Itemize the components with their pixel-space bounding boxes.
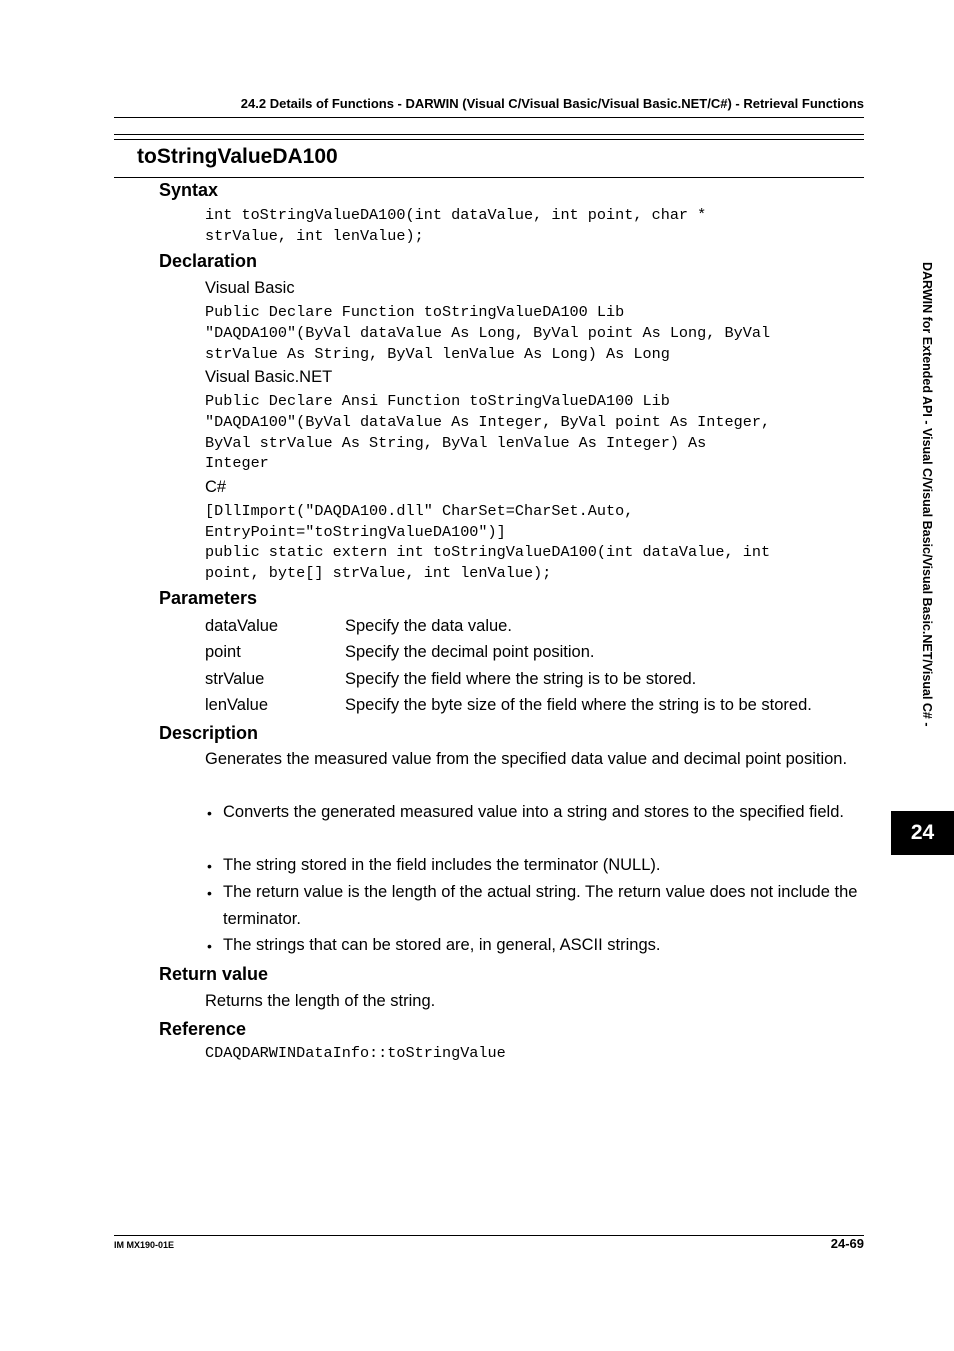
param-name-lenvalue: lenValue bbox=[205, 696, 268, 714]
vb-label: Visual Basic bbox=[205, 279, 295, 297]
vbnet-label: Visual Basic.NET bbox=[205, 368, 333, 386]
syntax-line-2: strValue, int lenValue); bbox=[205, 227, 424, 245]
param-desc-strvalue: Specify the field where the string is to be stored. bbox=[345, 670, 697, 688]
vbnet-line-3: ByVal strValue As String, ByVal lenValue As Integer) As bbox=[205, 434, 707, 452]
syntax-line-1: int toStringValueDA100(int dataValue, int point, char * bbox=[205, 206, 707, 224]
return-value-heading: Return value bbox=[159, 964, 269, 984]
page-number: 24-69 bbox=[830, 1236, 864, 1251]
param-name-datavalue: dataValue bbox=[205, 617, 279, 635]
parameters-heading: Parameters bbox=[159, 588, 258, 608]
cs-line-1: [DllImport("DAQDA100.dll" CharSet=CharSet.Auto, bbox=[205, 502, 634, 520]
vbnet-line-1: Public Declare Ansi Function toStringValueDA100 Lib bbox=[205, 392, 670, 410]
param-desc-point: Specify the decimal point position. bbox=[345, 643, 595, 661]
vb-line-3: strValue As String, ByVal lenValue As Long) As Long bbox=[205, 345, 670, 363]
vbnet-line-2: "DAQDA100"(ByVal dataValue As Integer, ByVal point As Integer, bbox=[205, 413, 771, 431]
return-value-text: Returns the length of the string. bbox=[205, 992, 436, 1010]
cs-line-3: public static extern int toStringValueDA100(int dataValue, int bbox=[205, 543, 771, 561]
header-rule bbox=[114, 117, 864, 118]
cs-line-4: point, byte[] strValue, int lenValue); bbox=[205, 564, 552, 582]
param-name-point: point bbox=[205, 643, 241, 661]
cs-line-2: EntryPoint="toStringValueDA100")] bbox=[205, 523, 506, 541]
bullet-3-text: The return value is the length of the actual string. The return value does not include the terminator. bbox=[223, 883, 858, 928]
bullet-4-mark: • bbox=[207, 938, 212, 954]
vb-line-2: "DAQDA100"(ByVal dataValue As Long, ByVal point As Long, ByVal bbox=[205, 324, 771, 342]
footer-rule bbox=[114, 1235, 864, 1236]
syntax-heading: Syntax bbox=[159, 180, 219, 200]
cs-label: C# bbox=[205, 478, 227, 496]
side-vertical-title: DARWIN for Extended API - Visual C/Visual Basic/Visual Basic.NET/Visual C# - bbox=[920, 262, 934, 727]
title-rule-top-2 bbox=[114, 139, 864, 140]
param-name-strvalue: strValue bbox=[205, 670, 265, 688]
bullet-1-text: Converts the generated measured value into a string and stores to the specified field. bbox=[223, 803, 844, 821]
vbnet-line-4: Integer bbox=[205, 454, 269, 472]
description-intro: Generates the measured value from the specified data value and decimal point position. bbox=[205, 750, 848, 768]
bullet-1-mark: • bbox=[207, 805, 212, 821]
doc-id: IM MX190-01E bbox=[114, 1240, 175, 1250]
bullet-3-mark: • bbox=[207, 885, 212, 901]
vb-line-1: Public Declare Function toStringValueDA100 Lib bbox=[205, 303, 625, 321]
running-header: 24.2 Details of Functions - DARWIN (Visual C/Visual Basic/Visual Basic.NET/C#) - Retrieval Functions bbox=[240, 96, 864, 111]
title-rule-bottom bbox=[114, 177, 864, 178]
bullet-4-text: The strings that can be stored are, in general, ASCII strings. bbox=[223, 936, 661, 954]
param-desc-lenvalue: Specify the byte size of the field where the string is to be stored. bbox=[345, 696, 812, 714]
bullet-2-text: The string stored in the field includes the terminator (NULL). bbox=[223, 856, 661, 874]
title-rule-top-1 bbox=[114, 134, 864, 135]
chapter-tab: 24 bbox=[891, 811, 954, 855]
param-desc-datavalue: Specify the data value. bbox=[345, 617, 512, 635]
bullet-2-mark: • bbox=[207, 858, 212, 874]
reference-text: CDAQDARWINDataInfo::toStringValue bbox=[205, 1044, 506, 1062]
description-heading: Description bbox=[159, 723, 259, 743]
page-title: toStringValueDA100 bbox=[137, 145, 338, 168]
declaration-heading: Declaration bbox=[159, 251, 258, 271]
reference-heading: Reference bbox=[159, 1019, 247, 1039]
